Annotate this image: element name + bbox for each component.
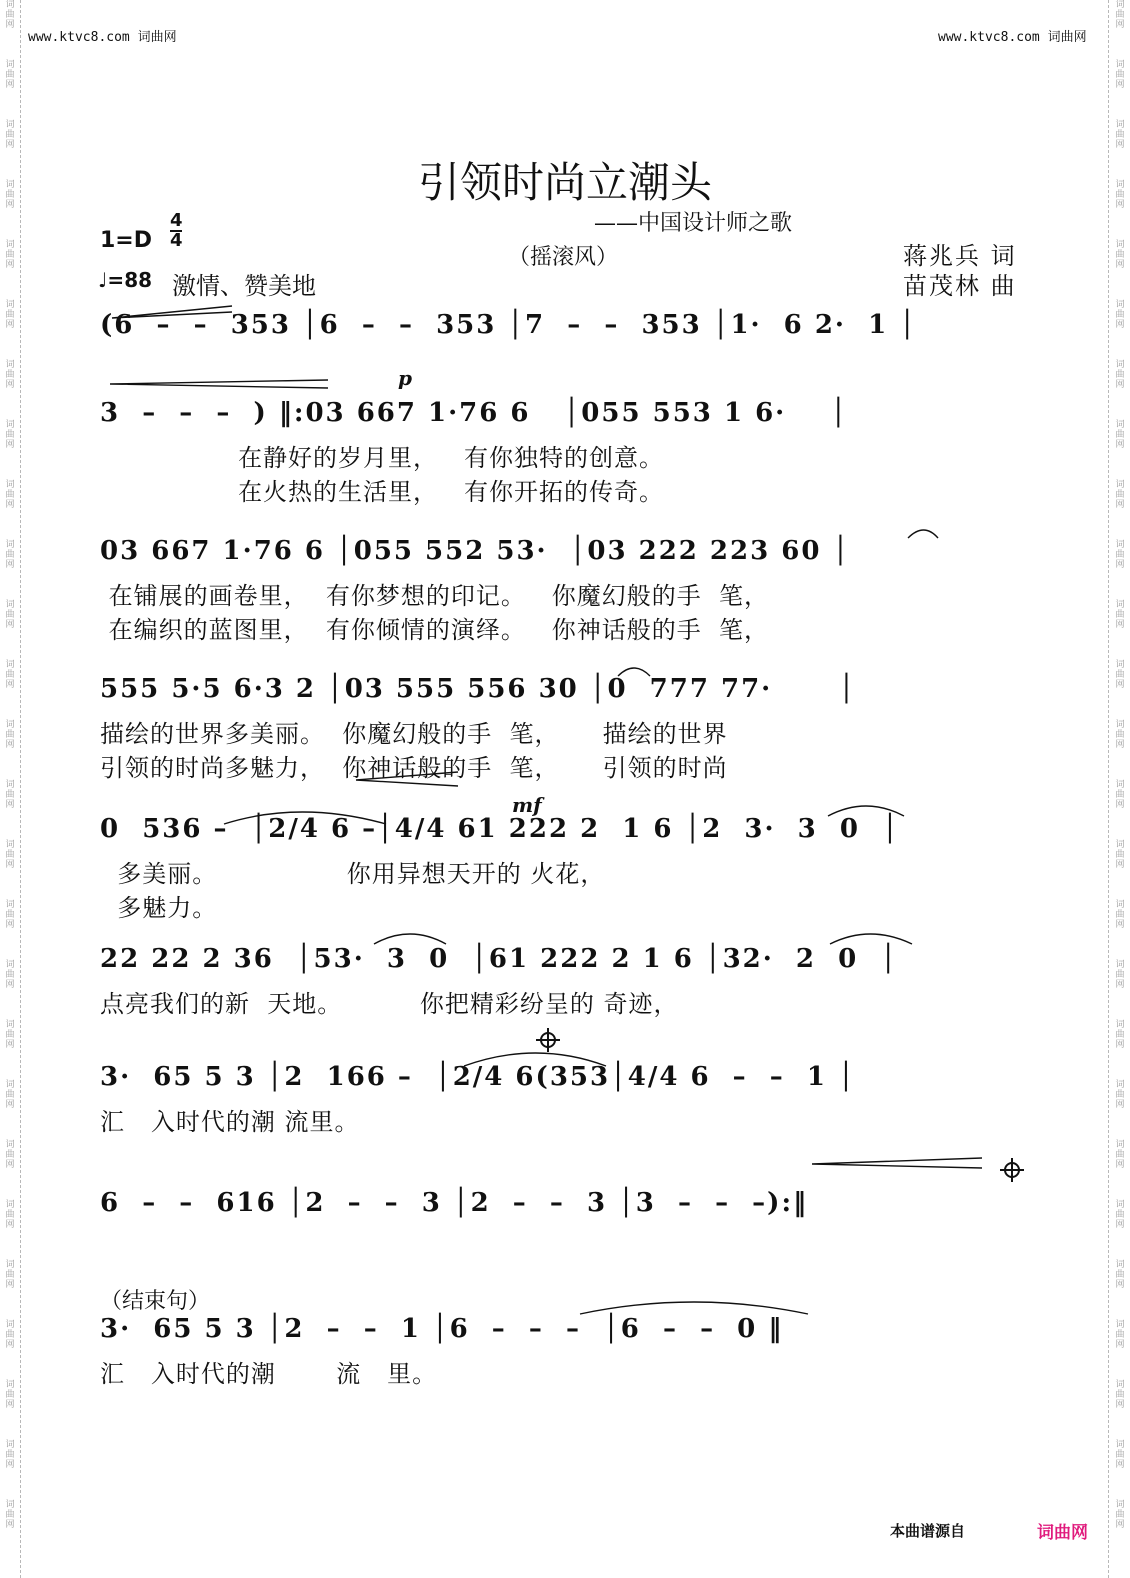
watermark-text: 词 曲 网 [1115, 1200, 1125, 1230]
watermark-text: 词 曲 网 [5, 1140, 15, 1170]
watermark-text: 词 曲 网 [1115, 1140, 1125, 1170]
header-url-right[interactable]: www.ktvc8.com 词曲网 [938, 30, 1087, 45]
lyric-line: 在火热的生活里， 有你开拓的传奇。 [100, 478, 664, 506]
watermark-text: 词 曲 网 [1115, 1080, 1125, 1110]
lyric-line: 在静好的岁月里， 有你独特的创意。 [100, 444, 664, 472]
watermark-text: 词 曲 网 [5, 960, 15, 990]
score-row-notes: 03 667 1·76 6 │055 552 53· │03 222 223 60 │ [100, 536, 851, 566]
watermark-text: 词 曲 网 [5, 720, 15, 750]
song-subtitle: ——中国设计师之歌 [594, 211, 793, 236]
score-row-notes: (6 – – 353 │6 – – 353 │7 – – 353 │1· 6 2· 1 │ [100, 310, 917, 340]
watermark-text: 词 曲 网 [5, 600, 15, 630]
watermark-text: 词 曲 网 [5, 120, 15, 150]
slur-5 [464, 1053, 606, 1066]
watermark-text: 词 曲 网 [5, 1320, 15, 1350]
lyric-line: 引领的时尚多魅力， 你神话般的手 笔， 引领的时尚 [100, 754, 728, 782]
watermark-text: 词 曲 网 [5, 1200, 15, 1230]
score-row-notes: 3 – – – ) ‖:03 667 1·76 6 │055 553 1 6· │ [100, 398, 849, 428]
dynamic-piano: p [398, 366, 412, 390]
watermark-text: 词 曲 网 [5, 540, 15, 570]
expression-marking: 激情、赞美地 [172, 272, 316, 300]
watermark-text: 词 曲 网 [5, 180, 15, 210]
time-signature-bottom: 4 [170, 230, 183, 251]
score-row-notes: 6 – – 616 │2 – – 3 │2 – – 3 │3 – – –):‖ [100, 1188, 809, 1218]
hairpin-crescendo-3 [812, 1158, 982, 1168]
slur-8 [618, 668, 650, 676]
lyric-line: 描绘的世界多美丽。 你魔幻般的手 笔， 描绘的世界 [100, 720, 728, 748]
watermark-text: 词 曲 网 [1115, 60, 1125, 90]
footer-source-text: 本曲谱源自 [890, 1522, 966, 1540]
song-style: （摇滚风） [508, 245, 619, 270]
watermark-text: 词 曲 网 [1115, 540, 1125, 570]
slur-1 [224, 812, 386, 824]
watermark-text: 词 曲 网 [1115, 960, 1125, 990]
lyric-line: 在编织的蓝图里， 有你倾情的演绎。 你神话般的手 笔， [100, 616, 770, 644]
key-signature: 1=D [100, 228, 153, 253]
watermark-text: 词 曲 网 [1115, 900, 1125, 930]
watermark-text: 词 曲 网 [1115, 600, 1125, 630]
time-signature-top: 4 [170, 210, 183, 231]
watermark-text: 词 曲 网 [1115, 240, 1125, 270]
watermark-text: 词 曲 网 [5, 420, 15, 450]
watermark-text: 词 曲 网 [5, 1380, 15, 1410]
watermark-text: 词 曲 网 [5, 360, 15, 390]
score-row-notes: 3· 65 5 3 │2 166 – │2/4 6(353│4/4 6 – – 1 │ [100, 1062, 856, 1092]
watermark-text: 词 曲 网 [5, 1020, 15, 1050]
watermark-text: 词 曲 网 [5, 60, 15, 90]
score-row-notes: 22 22 2 36 │53· 3 0 │61 222 2 1 6 │32· 2 0 │ [100, 944, 898, 974]
composer-credit: 苗茂林 曲 [903, 272, 1017, 300]
watermark-text: 词 曲 网 [5, 840, 15, 870]
hairpin-diminuendo-1 [110, 380, 328, 388]
watermark-text: 词 曲 网 [5, 1080, 15, 1110]
hairpin-crescendo-2 [356, 772, 458, 786]
header-url-left[interactable]: www.ktvc8.com 词曲网 [28, 30, 177, 45]
dynamic-mezzo-forte: mf [512, 793, 542, 817]
watermark-text: 词 曲 网 [1115, 660, 1125, 690]
coda-label: （结束句） [100, 1289, 211, 1314]
lyric-line: 点亮我们的新 天地。 你把精彩纷呈的 奇迹， [100, 990, 679, 1018]
lyricist-credit: 蒋兆兵 词 [903, 242, 1017, 270]
slur-2 [828, 806, 904, 816]
watermark-text: 词 曲 网 [5, 660, 15, 690]
watermark-text: 词 曲 网 [1115, 1320, 1125, 1350]
lyric-line: 汇 入时代的潮 流里。 [100, 1108, 360, 1136]
watermark-text: 词 曲 网 [1115, 0, 1125, 30]
watermark-text: 词 曲 网 [5, 1260, 15, 1290]
score-row-notes: 555 5·5 6·3 2 │03 555 556 30 │0 777 77· │ [100, 674, 857, 704]
watermark-text: 词 曲 网 [1115, 720, 1125, 750]
watermark-text: 词 曲 网 [1115, 300, 1125, 330]
watermark-text: 词 曲 网 [5, 0, 15, 30]
watermark-text: 词 曲 网 [1115, 120, 1125, 150]
watermark-text: 词 曲 网 [5, 900, 15, 930]
watermark-text: 词 曲 网 [1115, 1260, 1125, 1290]
slur-7 [908, 530, 938, 538]
score-row-notes: 3· 65 5 3 │2 – – 1 │6 – – – │6 – – 0 ‖ [100, 1314, 784, 1344]
watermark-text: 词 曲 网 [5, 300, 15, 330]
watermark-text: 词 曲 网 [1115, 480, 1125, 510]
watermark-text: 词 曲 网 [5, 1440, 15, 1470]
watermark-text: 词 曲 网 [5, 1500, 15, 1530]
watermark-text: 词 曲 网 [5, 780, 15, 810]
song-title: 引领时尚立潮头 [417, 158, 712, 207]
watermark-text: 词 曲 网 [1115, 780, 1125, 810]
coda-icon-2 [1000, 1158, 1024, 1182]
footer-brand-link[interactable]: 词曲网 [1037, 1523, 1088, 1543]
watermark-text: 词 曲 网 [1115, 1380, 1125, 1410]
watermark-text: 词 曲 网 [1115, 1440, 1125, 1470]
lyric-line: 在铺展的画卷里， 有你梦想的印记。 你魔幻般的手 笔， [100, 582, 770, 610]
watermark-text: 词 曲 网 [1115, 1500, 1125, 1530]
watermark-text: 词 曲 网 [5, 480, 15, 510]
lyric-line: 汇 入时代的潮 流 里。 [100, 1360, 438, 1388]
watermark-text: 词 曲 网 [1115, 420, 1125, 450]
lyric-line: 多美丽。 你用异想天开的 火花， [100, 860, 606, 888]
watermark-text: 词 曲 网 [1115, 840, 1125, 870]
tempo-marking: ♩=88 [98, 268, 153, 292]
watermark-text: 词 曲 网 [1115, 360, 1125, 390]
score-row-notes: 0 536 – │2/4 6 –│4/4 61 222 2 1 6 │2 3· 3 0 │ [100, 814, 900, 844]
slur-3 [374, 934, 446, 944]
watermark-text: 词 曲 网 [5, 240, 15, 270]
hairpin-crescendo-1 [112, 306, 232, 318]
watermark-text: 词 曲 网 [1115, 1020, 1125, 1050]
coda-icon-1 [536, 1028, 560, 1052]
lyric-line: 多魅力。 [100, 894, 218, 922]
slur-4 [830, 934, 912, 944]
watermark-text: 词 曲 网 [1115, 180, 1125, 210]
slur-6 [580, 1302, 808, 1314]
